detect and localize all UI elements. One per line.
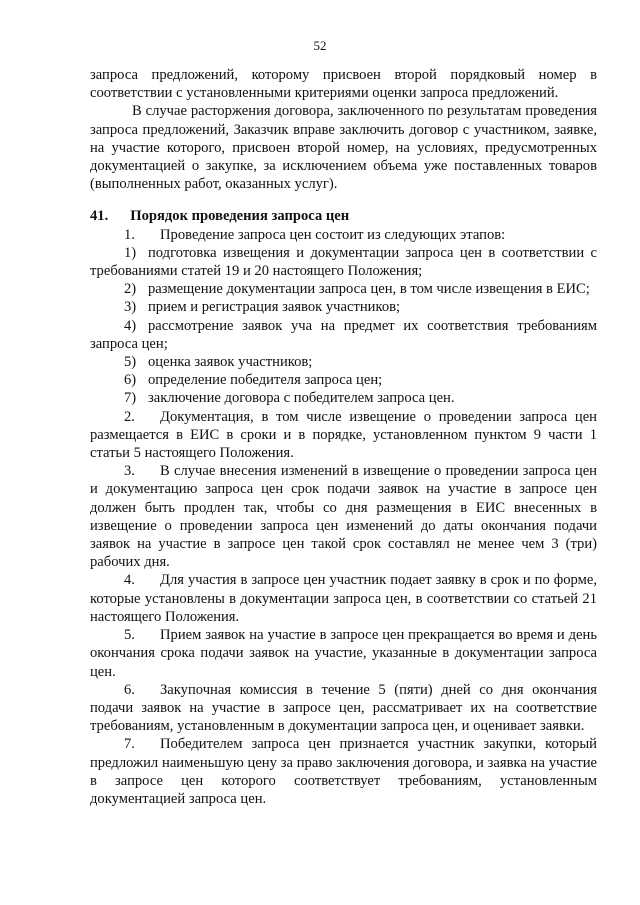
- stage-text: определение победителя запроса цен;: [148, 372, 383, 389]
- point-number: 1.: [124, 226, 135, 243]
- point-3: [90, 462, 597, 571]
- stage-number: 6): [124, 372, 137, 389]
- section-number: 41.: [90, 208, 109, 225]
- point-number: 7.: [124, 736, 135, 753]
- point-number: 4.: [124, 572, 135, 589]
- stage-item: [90, 389, 597, 407]
- stage-text: подготовка извещения и документации запроса цен в соответствии с требованиями статей 19 и 20 настоящего Положения;: [90, 244, 597, 280]
- stage-text: заключение договора с победителем запроса цен.: [148, 390, 455, 407]
- point-text: Для участия в запросе цен участник подает заявку в срок и по форме, которые установлены в документации запроса цен, в соответствии со статьей 21 настоящего Положения.: [90, 572, 597, 625]
- stage-list: [90, 244, 597, 408]
- stage-number: 1): [124, 244, 137, 261]
- point-text: В случае внесения изменений в извещение о проведении запроса цен и документацию запроса цен срок подачи заявок на участие в запросе цен должен быть продлен так, чтобы со дня размещения в ЕИС внесенных в извещение о проведении запроса цен изменений до даты окончания подачи заявок на участие в запросе цен такой срок составлял не менее чем 3 (три) рабочих дня.: [90, 463, 597, 571]
- point-text: Документация, в том числе извещение о проведении запроса цен размещается в ЕИС в сроки и в порядке, установленном пунктом 9 части 1 статьи 5 настоящего Положения.: [90, 408, 597, 462]
- point-text: Закупочная комиссия в течение 5 (пяти) дней со дня окончания подачи заявок на участие в запросе цен, рассматривает их на соответствие требованиям, установленным в документации запроса цен, и оценивает заявки.: [90, 681, 597, 735]
- stage-text: рассмотрение заявок уча на предмет их соответствия требованиям запроса цен;: [90, 317, 597, 352]
- stage-number: 4): [124, 317, 137, 334]
- section-title: Порядок проведения запроса цен: [130, 208, 350, 225]
- point-number: 6.: [124, 681, 135, 698]
- document-body: [90, 66, 597, 808]
- point-1: [90, 226, 597, 244]
- intro-paragraph-2: В случае расторжения договора, заключенного по результатам проведения запроса предложений, Заказчик вправе заключить договор с участником, заявке, на участие которого, присвоен второй номер, на условиях, предусмотренных документацией о закупке, за исключением объема уже поставленных товаров (выполненных работ, оказанных услуг).: [90, 103, 597, 193]
- stage-number: 3): [124, 299, 137, 316]
- point-7: [90, 735, 597, 808]
- stage-number: 5): [124, 354, 137, 371]
- stage-item: [90, 371, 597, 389]
- point-2: [90, 408, 597, 463]
- stage-number: 7): [124, 390, 137, 407]
- stage-text: прием и регистрация заявок участников;: [148, 299, 401, 316]
- stage-item: [90, 298, 597, 316]
- point-number: 3.: [124, 463, 135, 480]
- stage-item: [90, 280, 597, 298]
- point-text: Победителем запроса цен признается участник закупки, который предложил наименьшую цену за право заключения договора, и заявка на участие в запросе цен которого соответствует требованиям, установленным документацией запроса цен.: [90, 736, 597, 807]
- point-text: Прием заявок на участие в запросе цен прекращается во время и день окончания срока подачи заявок на участие, указанные в документации запроса цен.: [90, 627, 597, 680]
- intro-paragraph-1: запроса предложений, которому присвоен второй порядковый номер в соответствии с установленными критериями оценки запроса предложений.: [90, 67, 597, 102]
- stage-number: 2): [124, 281, 137, 298]
- point-4: [90, 571, 597, 626]
- point-number: 5.: [124, 627, 135, 644]
- point-number: 2.: [124, 408, 135, 425]
- stage-item: [90, 353, 597, 371]
- stage-item: [90, 317, 597, 353]
- stage-text: оценка заявок участников;: [148, 354, 313, 371]
- stage-text: размещение документации запроса цен, в том числе извещения в ЕИС;: [148, 281, 590, 298]
- point-6: [90, 681, 597, 736]
- section-heading: [90, 207, 597, 225]
- point-text: Проведение запроса цен состоит из следующих этапов:: [160, 226, 506, 243]
- page-number: 52: [313, 38, 327, 53]
- point-5: [90, 626, 597, 681]
- stage-item: [90, 244, 597, 280]
